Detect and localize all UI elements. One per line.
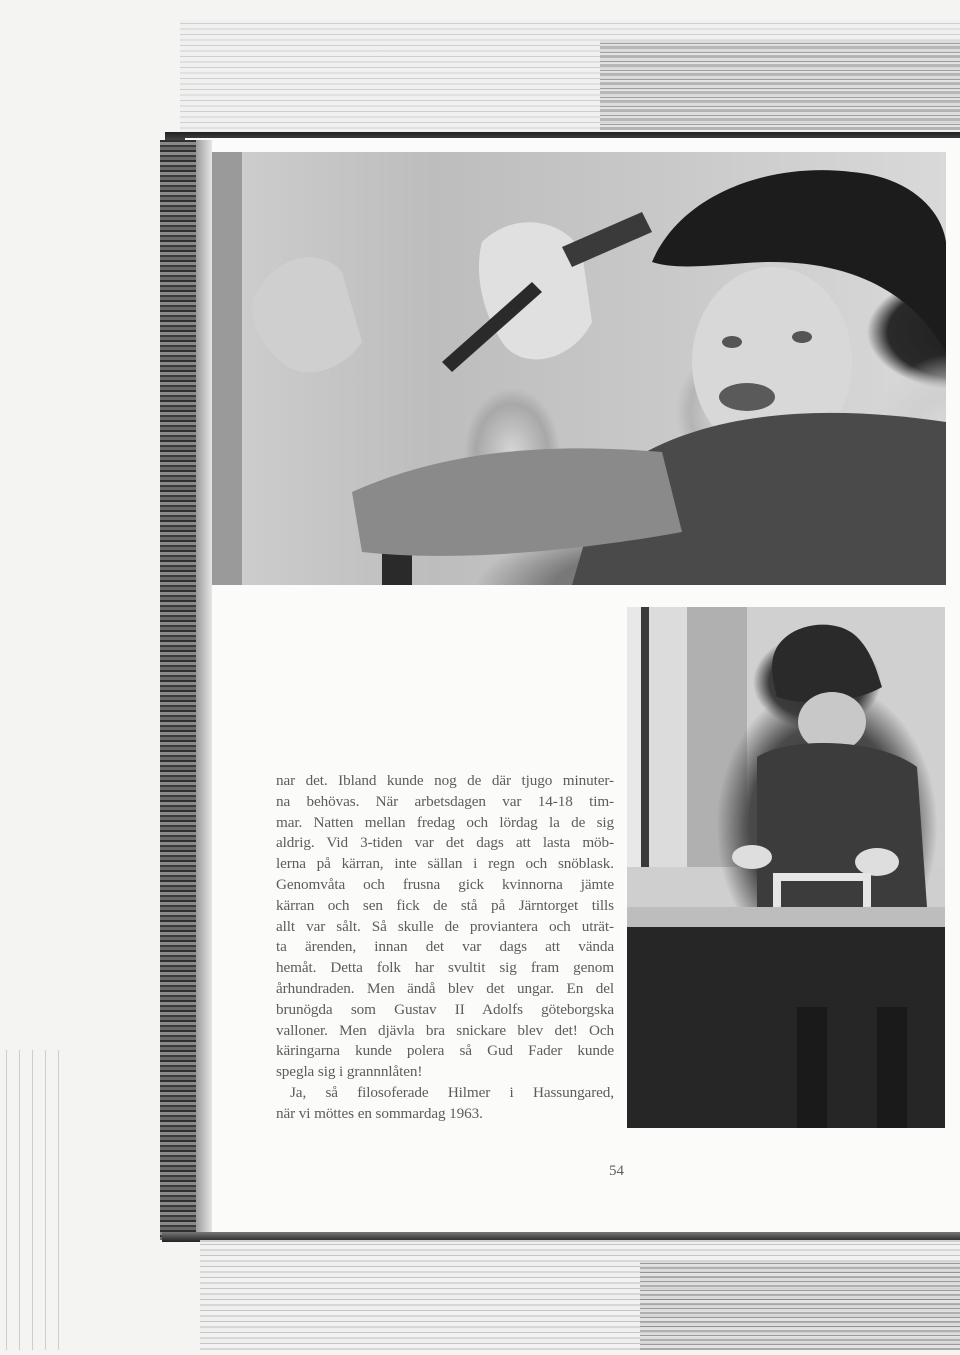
page-number: 54 <box>609 1163 624 1179</box>
article-line: ta ärenden, innan det var dags att vända <box>276 938 614 956</box>
scan-noise-bottom-dark <box>640 1260 960 1350</box>
article-line: na behövas. När arbetsdagen var 14-18 tim- <box>276 792 614 810</box>
article-line: Ja, så filosoferade Hilmer i Hassungared, <box>290 1083 614 1101</box>
article-line: aldrig. Vid 3-tiden var det dags att lasta möb- <box>276 834 614 852</box>
photo-top-illustration <box>212 152 946 585</box>
article-line: mar. Natten mellan fredag och lördag la de sig <box>276 813 614 831</box>
article-line: käringarna kunde polera så Gud Fader kunde <box>276 1042 614 1060</box>
scan-noise-top-dark <box>600 40 960 130</box>
article-line: kärran och sen fick de stå på Järntorget tills <box>276 896 614 914</box>
article-line: allt var sålt. Så skulle de proviantera och uträt- <box>276 917 614 935</box>
photo-bottom-illustration <box>627 607 945 1128</box>
article-line: nar det. Ibland kunde nog de där tjugo minuter- <box>276 772 614 789</box>
article-line: Genomvåta och frusna gick kvinnorna jämte <box>276 875 614 893</box>
article-line: valloner. Men djävla bra snickare blev det! Och <box>276 1021 614 1039</box>
article-text <box>276 771 614 1125</box>
photo-carpenter-chisel <box>212 152 946 585</box>
book-spine <box>160 140 196 1240</box>
article-line: spegla sig i grannnlåten! <box>276 1063 423 1081</box>
article-line: århundraden. Men ändå blev det ungar. En del <box>276 979 614 997</box>
photo-carpenter-workbench <box>627 607 945 1128</box>
article-line: när vi möttes en sommardag 1963. <box>276 1104 483 1122</box>
article-line: brunögda som Gustav II Adolfs göteborgska <box>276 1000 614 1018</box>
article-line: lerna på kärran, inte sällan i regn och snöblask. <box>276 855 614 873</box>
article-line: hemåt. Detta folk har svultit sig fram genom <box>276 959 614 977</box>
book-spine-shadow <box>196 140 212 1240</box>
scan-noise-left <box>0 1050 70 1350</box>
